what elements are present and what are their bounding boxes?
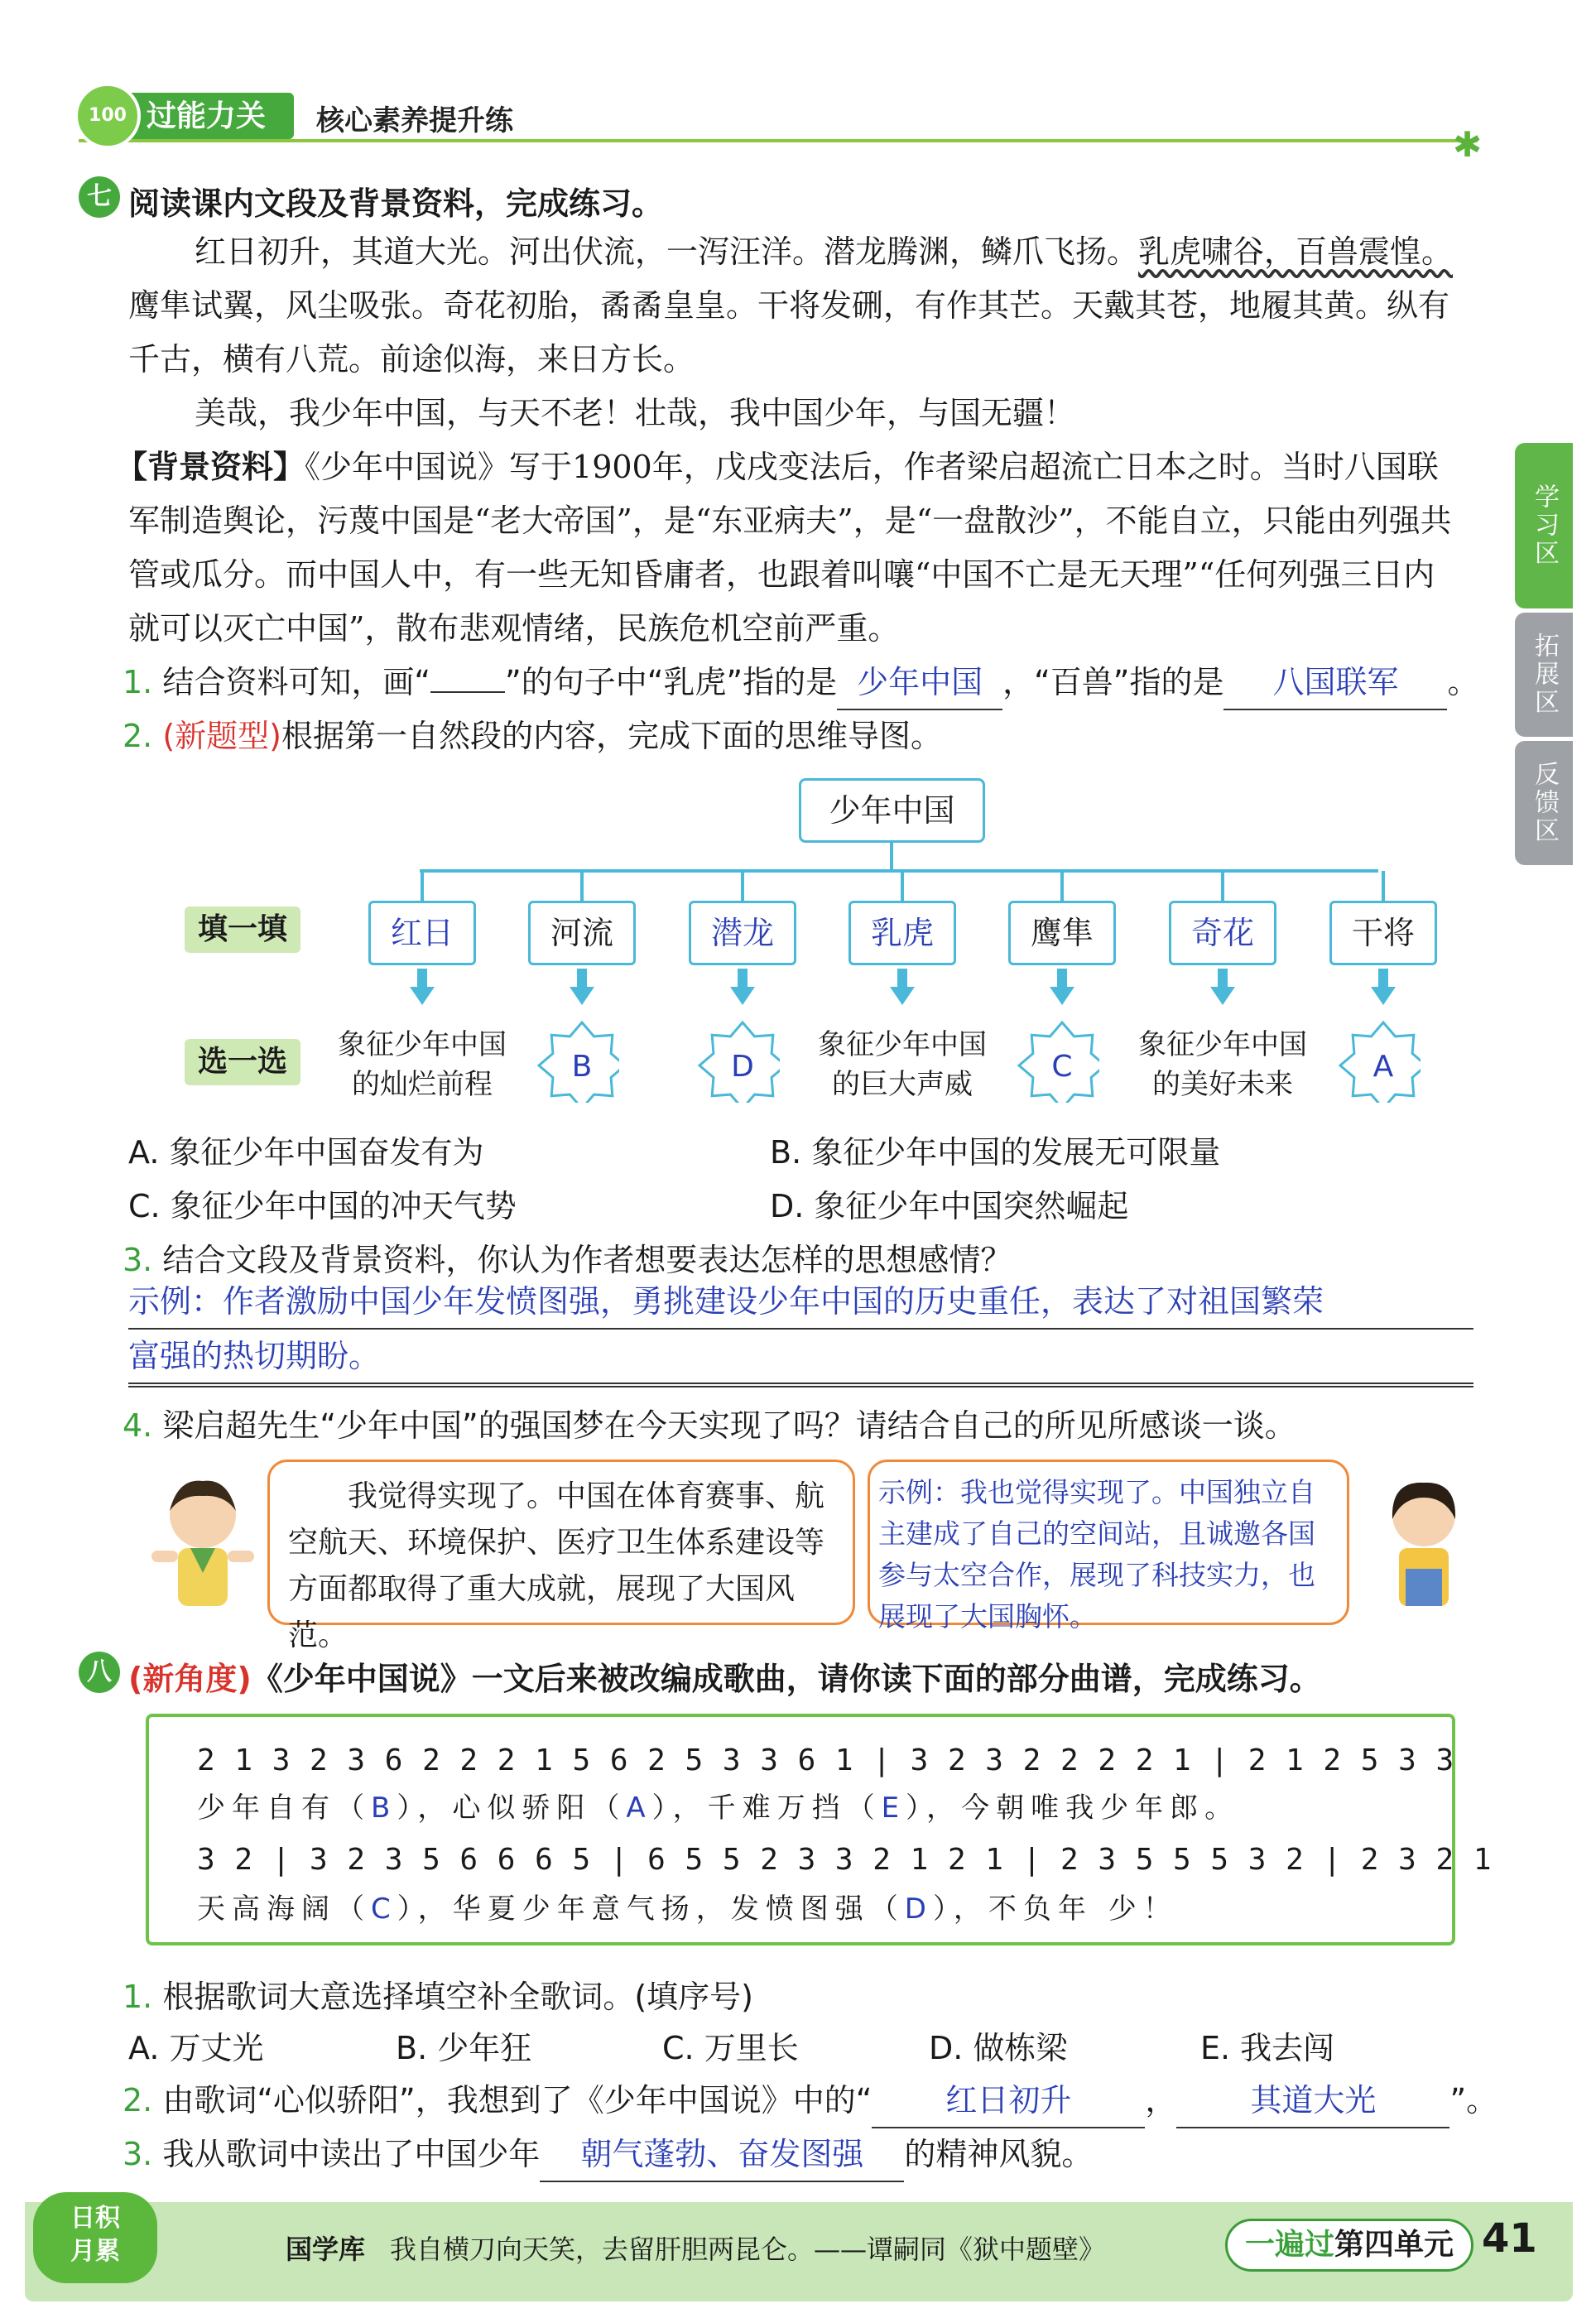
mindmap-connector <box>741 871 744 902</box>
passage-line-2: 鹰隼试翼，风尘吸张。奇花初胎，矞矞皇皇。干将发硎，有作其芒。天戴其苍，地履其黄。纵有 <box>128 287 1450 324</box>
new-angle-tag: (新角度) <box>128 1661 252 1697</box>
mindmap-node[interactable]: 奇花 <box>1169 901 1276 965</box>
choice-e: E. 我去闯 <box>1200 2030 1335 2066</box>
section-title-8 <box>128 1653 1321 1699</box>
footer-quote <box>286 2229 1105 2267</box>
question-number: 1. <box>123 1979 153 2015</box>
footer-brand: 一遍过 <box>1244 2228 1334 2262</box>
score-line-2: 3 2 | 3 2 3 5 6 6 6 5 | 6 5 5 2 3 3 2 1 2 1 | 2 3 5 5 5 3 2 | 2 3 2 1 <box>197 1843 1493 1877</box>
down-arrow-icon <box>410 987 435 1005</box>
question-text: 根据歌词大意选择填空补全歌词。(填序号) <box>162 1979 754 2015</box>
question-text: 结合资料可知，画“ <box>162 664 431 700</box>
answer-star-badge[interactable] <box>1017 1020 1099 1103</box>
footer-unit-text: 第四单元 <box>1334 2228 1454 2262</box>
question-number: 2. <box>123 718 153 754</box>
wavy-underlined-sentence: 乳虎啸谷，百兽震惶。 <box>1138 233 1454 270</box>
badge-text: 月累 <box>70 2237 120 2266</box>
bubble-text: 我觉得实现了。中国在体育赛事、航 <box>348 1479 825 1513</box>
choice-c: C. 万里长 <box>662 2030 799 2066</box>
mindmap-node[interactable]: 红日 <box>368 901 476 965</box>
bubble-text: 展现了大国胸怀。 <box>878 1600 1097 1633</box>
lyric-text: ），千难万挡（ <box>651 1791 882 1825</box>
question-text: 结合文段及背景资料，你认为作者想要表达怎样的思想感情？ <box>162 1242 1012 1278</box>
question-text: 我从歌词中读出了中国少年 <box>162 2136 541 2172</box>
answer-field[interactable]: 朝气蓬勃、奋发图强 <box>540 2128 904 2182</box>
page-number: 41 <box>1482 2215 1537 2262</box>
answer-letter: A <box>1372 1050 1394 1084</box>
tab-study-area[interactable]: 学习区 <box>1515 443 1573 608</box>
mindmap-meaning <box>803 1025 1002 1104</box>
lyric-text: 天高海阔（ <box>197 1892 371 1926</box>
lyric-text: ），今朝唯我少年郎。 <box>906 1791 1240 1825</box>
down-arrow-icon <box>417 969 427 987</box>
mindmap-connector <box>890 843 893 871</box>
choice-a: A. 万丈光 <box>128 2030 264 2066</box>
bubble-text: 示例：我也觉得实现了。中国独立自 <box>878 1476 1315 1508</box>
boy-speech-bubble <box>267 1460 855 1652</box>
mindmap-node: 鹰隼 <box>1008 901 1116 965</box>
mindmap-connector <box>421 871 424 902</box>
choice-d: D. 做栋梁 <box>929 2030 1068 2066</box>
s8-question-3 <box>123 2128 1093 2182</box>
label-choose: 选一选 <box>185 1039 300 1085</box>
background-label: 【背景资料】 <box>116 449 305 485</box>
lyric-text: ），心似骄阳（ <box>397 1791 627 1825</box>
meaning-line: 象征少年中国 <box>818 1028 987 1061</box>
background-line-2: 军制造舆论，污蔑中国是“老大帝国”，是“东亚病夫”，是“一盘散沙”，不能自立，只能由列强共 <box>128 503 1452 539</box>
lyric-answer[interactable]: D <box>904 1892 933 1926</box>
answer-star-badge[interactable] <box>536 1020 619 1103</box>
question-4 <box>123 1399 1296 1452</box>
question-number: 3. <box>123 1242 153 1278</box>
mindmap-node: 干将 <box>1329 901 1437 965</box>
lyric-answer[interactable]: B <box>371 1791 397 1825</box>
down-arrow-icon <box>897 969 907 987</box>
answer-letter: D <box>731 1050 754 1084</box>
answer-field[interactable]: 红日初升 <box>872 2074 1145 2128</box>
girl-icon <box>1374 1469 1473 1618</box>
logo-icon <box>75 83 141 149</box>
answer-field[interactable]: 八国联军 <box>1223 656 1447 710</box>
choice-b: B. 少年狂 <box>396 2030 532 2066</box>
passage-line-4: 美哉，我少年中国，与天不老！壮哉，我中国少年，与国无疆！ <box>195 395 1076 431</box>
mindmap-connector <box>1382 871 1385 902</box>
question-number: 1. <box>123 664 153 700</box>
answer-line-3[interactable] <box>128 1386 1473 1387</box>
mindmap-meaning <box>323 1025 522 1104</box>
lyric-text: ），华夏少年意气扬，发愤图强（ <box>397 1892 905 1926</box>
tab-feedback-area[interactable]: 反馈区 <box>1515 741 1573 865</box>
mindmap-node: 河流 <box>528 901 636 965</box>
background-line-4: 就可以灭亡中国”，散布悲观情绪，民族危机空前严重。 <box>128 610 900 647</box>
down-arrow-icon <box>730 987 755 1005</box>
section-title-7: 阅读课内文段及背景资料，完成练习。 <box>128 185 664 222</box>
down-arrow-icon <box>738 969 748 987</box>
question-text: 。 <box>1447 664 1479 700</box>
header-title: 核心素养提升练 <box>316 104 513 137</box>
meaning-line: 的美好未来 <box>1152 1068 1293 1101</box>
footer-quote-text: 我自横刀向天笑，去留肝胆两昆仑。——谭嗣同《狱中题壁》 <box>390 2234 1106 2265</box>
bubble-text: 空航天、环境保护、医疗卫生体系建设等 <box>288 1526 825 1560</box>
mindmap-meaning <box>1123 1025 1322 1104</box>
question-number: 4. <box>123 1407 153 1444</box>
lyric-text: ），不负年 少！ <box>932 1892 1178 1926</box>
score-line-1: 2 1 3 2 3 6 2 2 2 1 5 6 2 5 3 3 6 1 | 3 2 3 2 2 2 2 1 | 2 1 2 5 3 3 <box>197 1743 1455 1777</box>
meaning-line: 象征少年中国 <box>1138 1028 1307 1061</box>
down-arrow-icon <box>890 987 915 1005</box>
footer-unit <box>1225 2219 1473 2272</box>
lyric-line-2 <box>197 1886 1178 1932</box>
mindmap-connector <box>420 869 1378 873</box>
header-rule <box>79 139 1478 142</box>
boy-icon <box>145 1469 261 1618</box>
footer-library: 国学库 <box>286 2234 366 2265</box>
down-arrow-icon <box>1050 987 1074 1005</box>
lyric-text: 少年自有（ <box>197 1791 371 1825</box>
lyric-answer[interactable]: C <box>371 1892 397 1926</box>
underline-mark <box>430 691 505 693</box>
bubble-text: 参与太空合作，展现了科技实力，也 <box>878 1559 1315 1591</box>
mindmap-root: 少年中国 <box>799 778 985 843</box>
tab-expand-area[interactable]: 拓展区 <box>1515 613 1573 737</box>
header-brand: 过能力关 <box>147 99 267 133</box>
star-icon: ✱ <box>1453 124 1483 165</box>
section-title-text: 《少年中国说》一文后来被改编成歌曲，请你读下面的部分曲谱，完成练习。 <box>251 1661 1321 1697</box>
lyric-answer[interactable]: A <box>626 1791 652 1825</box>
footer-badge <box>33 2192 157 2283</box>
mindmap-node[interactable]: 潜龙 <box>689 901 796 965</box>
question-1 <box>123 656 1479 710</box>
option-a: A. 象征少年中国奋发有为 <box>128 1134 484 1171</box>
answer-line-1[interactable]: 示例：作者激励中国少年发愤图强，勇挑建设少年中国的历史重任，表达了对祖国繁荣 <box>128 1275 1473 1330</box>
down-arrow-icon <box>1057 969 1067 987</box>
answer-star-badge[interactable] <box>697 1020 780 1103</box>
passage-text: 红日初升，其道大光。河出伏流，一泻汪洋。潜龙腾渊，鳞爪飞扬。 <box>195 233 1139 270</box>
mindmap-connector <box>901 871 904 902</box>
passage-line-1 <box>195 225 1453 278</box>
option-c: C. 象征少年中国的冲天气势 <box>128 1188 517 1224</box>
down-arrow-icon <box>1371 987 1396 1005</box>
answer-line-2[interactable]: 富强的热切期盼。 <box>128 1330 1473 1384</box>
meaning-line: 的巨大声威 <box>832 1068 973 1101</box>
answer-field[interactable]: 少年中国 <box>837 656 1002 710</box>
answer-letter: B <box>571 1050 593 1084</box>
bubble-text: 方面都取得了重大成就，展现了大国风范。 <box>288 1572 796 1652</box>
background-line-1 <box>116 440 1439 493</box>
meaning-line: 的灿烂前程 <box>352 1068 493 1101</box>
section-number-8: 八 <box>79 1652 120 1693</box>
mindmap-connector <box>1060 871 1064 902</box>
s8-question-1 <box>123 1970 753 2023</box>
down-arrow-icon <box>577 969 587 987</box>
new-type-tag: (新题型) <box>162 718 282 754</box>
question-text: 梁启超先生“少年中国”的强国梦在今天实现了吗？请结合自己的所见所感谈一谈。 <box>162 1407 1296 1444</box>
answer-star-badge[interactable] <box>1338 1020 1421 1103</box>
question-text: 的精神风貌。 <box>904 2136 1094 2172</box>
badge-text: 日积 <box>70 2204 120 2233</box>
question-text: ，“百兽”指的是 <box>1002 664 1224 700</box>
meaning-line: 象征少年中国 <box>338 1028 507 1061</box>
bubble-text: 主建成了自己的空间站，且诚邀各国 <box>878 1517 1315 1550</box>
down-arrow-icon <box>570 987 594 1005</box>
answer-field[interactable]: 其道大光 <box>1176 2074 1449 2128</box>
option-b: B. 象征少年中国的发展无可限量 <box>770 1134 1221 1171</box>
passage-line-3: 千古，横有八荒。前途似海，来日方长。 <box>128 341 695 378</box>
question-2 <box>123 709 942 762</box>
down-arrow-icon <box>1210 987 1235 1005</box>
question-number: 3. <box>123 2136 153 2172</box>
mindmap-connector <box>580 871 584 902</box>
lyric-answer[interactable]: E <box>881 1791 906 1825</box>
question-text: 由歌词“心似骄阳”，我想到了《少年中国说》中的“ <box>162 2082 873 2118</box>
section-number-7: 七 <box>79 176 120 218</box>
s8-question-2 <box>123 2074 1497 2128</box>
option-d: D. 象征少年中国突然崛起 <box>770 1188 1129 1224</box>
down-arrow-icon <box>1218 969 1228 987</box>
logo-text: 100 <box>89 105 127 126</box>
question-number: 2. <box>123 2082 153 2118</box>
lyric-line-1 <box>197 1785 1239 1831</box>
mindmap-node[interactable]: 乳虎 <box>848 901 956 965</box>
background-line-3: 管或瓜分。而中国人中，有一些无知昏庸者，也跟着叫嚷“中国不亡是无天理”“任何列强三日内 <box>128 556 1435 593</box>
question-text: ， <box>1145 2082 1177 2118</box>
mindmap-connector <box>1221 871 1224 902</box>
down-arrow-icon <box>1378 969 1388 987</box>
question-text: ”。 <box>1449 2082 1498 2118</box>
answer-speech-bubble[interactable] <box>868 1460 1349 1633</box>
label-fill-in: 填一填 <box>185 907 300 953</box>
background-text: 《少年中国说》写于1900年，戊戌变法后，作者梁启超流亡日本之时。当时八国联 <box>305 449 1439 485</box>
answer-letter: C <box>1051 1050 1073 1084</box>
question-text: ”的句子中“乳虎”指的是 <box>505 664 838 700</box>
question-text: 根据第一自然段的内容，完成下面的思维导图。 <box>281 718 943 754</box>
